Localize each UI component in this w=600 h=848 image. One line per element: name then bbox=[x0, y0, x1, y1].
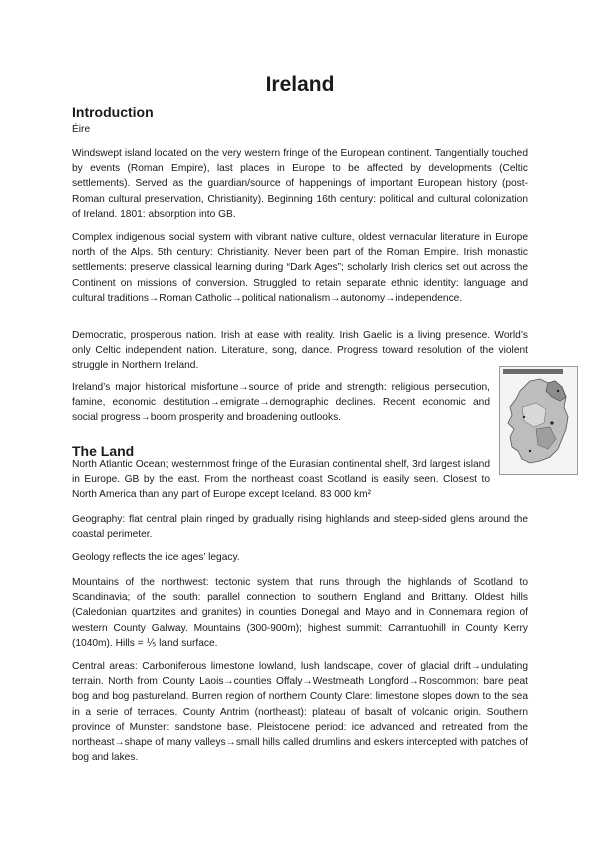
land-paragraph-4: Mountains of the northwest: tectonic system that runs through the highlands of Scotland to Scandinavia; of the south: parallel connection to southern England and Brittany. Oldest hills (Caledonian quartzites and granites) in counties Donegal and Mayo and in Connemara region of western County Galway. Mountains (300-900m); highest summit: Carrantuohill in County Kerry (1040m). Hills = ⅕ land surface. bbox=[72, 577, 528, 649]
land-heading: The Land bbox=[72, 443, 135, 459]
page-title: Ireland bbox=[265, 73, 335, 96]
intro-paragraph-4: Ireland’s major historical misfortune→source of pride and strength: religious persecution, famine, economic destitution→emigrate→demographic declines. Recent economic and social progress→boom prosperity and broadening outlooks. bbox=[72, 382, 490, 424]
land-paragraph-3: Geology reflects the ice ages’ legacy. bbox=[72, 552, 240, 563]
land-paragraph-5: Central areas: Carboniferous limestone lowland, lush landscape, cover of glacial drift→undulating terrain. North from County Laois→counties Offaly→Westmeath Longford→Roscommon: bare peat bog and bog pastureland. Burren region of northern County Clare: limestone slopes down to the sea in a serie of terraces. County Antrim (northeast): plateau of basalt of volcanic origin. Southern province of Munster: sandstone base. Pleistocene period: ice advanced and retreated from the northeast→shape of many valleys→small hills called drumlins and eskers intercepted with patches of bog and lakes. bbox=[72, 661, 528, 764]
intro-paragraph-1: Windswept island located on the very western fringe of the European continent. Tangentially touched by events (Roman Empire), last places in Europe to be affected by developments (Celtic settlements). Served as the guardian/source of happenings of important European history (post-Roman cultural preservation, Christianity). Beginning 16th century: political and cultural colonization of Ireland. 1801: absorption into GB. bbox=[72, 148, 528, 220]
introduction-subtitle: Éire bbox=[72, 124, 91, 135]
introduction-heading: Introduction bbox=[72, 104, 154, 120]
land-paragraph-1: North Atlantic Ocean; westernmost fringe of the Eurasian continental shelf, 3rd largest island in Europe. GB by the east. From the northeast coast Scotland is easily seen. Closest to North America than any part of Europe except Iceland. 83 000 km² bbox=[72, 459, 490, 501]
intro-paragraph-3: Democratic, prosperous nation. Irish at ease with reality. Irish Gaelic is a living presence. World’s only Celtic independent nation. Literature, song, dance. Progress toward resolution of the violent struggle in Northern Ireland. bbox=[72, 330, 528, 372]
land-paragraph-2: Geography: flat central plain ringed by gradually rising highlands and steep-sided glens around the coastal perimeter. bbox=[72, 514, 528, 541]
ireland-map-image bbox=[499, 366, 578, 475]
intro-paragraph-2: Complex indigenous social system with vibrant native culture, oldest vernacular literature in Europe north of the Alps. 5th century: Christianity. Never been part of the Roman Empire. Irish monastic settlements: preserve classical learning during “Dark Ages”; scholarly Irish clerics set out across the Continent on missions of conversion. Struggled to retain separate ethnic identity: language and cultural traditions→Roman Catholic→political nationalism→autonomy→independence. bbox=[72, 232, 528, 304]
ireland-map-graphic bbox=[500, 367, 577, 474]
